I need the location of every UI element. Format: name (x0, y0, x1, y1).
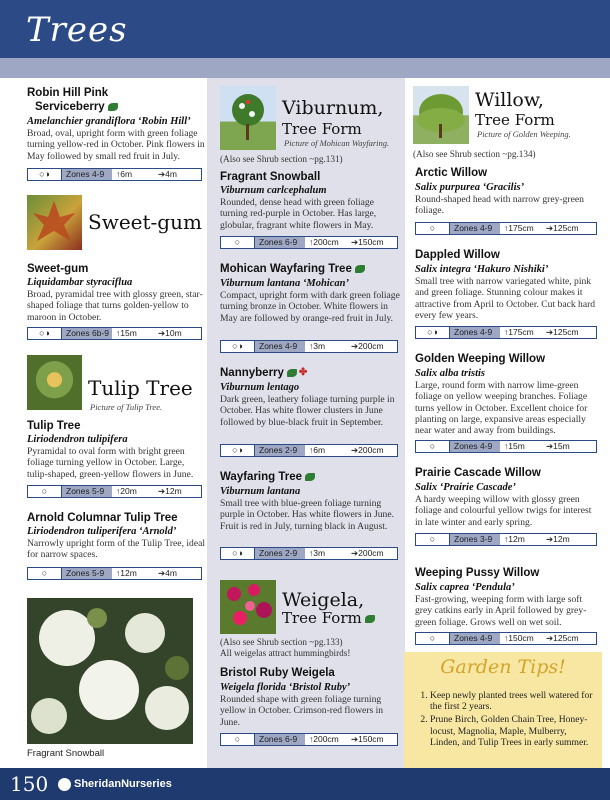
hummingbird-icon (365, 615, 375, 623)
garden-tip-item: 2. Prune Birch, Golden Chain Tree, Honey-locust, Magnolia, Maple, Mulberry, Linden, and Tulip Trees in early summer. (430, 714, 598, 748)
sweetgum-desc: Broad, pyramidal tree with glossy green, star-shaped foliage that turns golden-yellow to maroon in October. (27, 289, 203, 323)
fragrant-snowball-caption: Fragrant Snowball (27, 748, 105, 759)
sun-icon: ○ (28, 568, 62, 579)
zone-label: Zones 4-9 (450, 327, 500, 338)
garden-tips-title: Garden Tips! (440, 656, 566, 678)
arnold-desc: Narrowly upright form of the Tulip Tree, ideal for narrow spaces. (27, 538, 206, 561)
viburnum-note: (Also see Shrub section ~pg.131) (220, 154, 343, 164)
sun-icon: ○ (416, 633, 450, 644)
robin-latin: Amelanchier grandiflora ‘Robin Hill’ (27, 116, 191, 127)
page-title: Trees (26, 10, 128, 50)
nanny-info-bar (220, 444, 398, 457)
mohican-name: Mohican Wayfaring Tree (220, 263, 352, 275)
dappled-name: Dappled Willow (415, 249, 500, 261)
width-label: ➔125cm (546, 633, 579, 643)
prairie-desc: A hardy weeping willow with glossy green foliage and colourful yellow twigs for interest in late winter and early spring. (415, 494, 592, 528)
zone-label: Zones 4-9 (450, 223, 500, 234)
width-label: ➔15m (546, 441, 570, 451)
wayfaring-name-line (220, 470, 315, 484)
zone-label: Zones 4-9 (450, 441, 500, 452)
height-label: ↑200cm (309, 734, 339, 744)
width-label: ➔200cm (351, 548, 384, 558)
arnold-name: Arnold Columnar Tulip Tree (27, 512, 178, 524)
sun-icon: ○ (28, 486, 62, 497)
flowers-image (220, 580, 276, 634)
golden-latin: Salix alba tristis (415, 368, 486, 379)
weigela-note2: All weigelas attract hummingbirds! (220, 648, 351, 658)
dappled-latin: Salix integra ‘Hakuro Nishiki’ (415, 264, 549, 275)
tree-image (220, 86, 276, 150)
sun-icon: ○ (416, 223, 450, 234)
sun-icon: ○◑ (221, 445, 255, 456)
zone-label: Zones 4-9 (62, 169, 112, 180)
weigela-note1: (Also see Shrub section ~pg.133) (220, 637, 343, 647)
tulip-photo (27, 355, 82, 410)
willow-section-title2: Tree Form (475, 111, 555, 129)
brand-name: SheridanNurseries (74, 778, 172, 790)
zone-label: Zones 4-9 (255, 341, 305, 352)
bristol-name: Bristol Ruby Weigela (220, 667, 335, 679)
sun-icon: ○ (416, 534, 450, 545)
golden-info-bar (415, 440, 597, 453)
arnold-info-bar (27, 567, 202, 580)
zone-label: Zones 2-9 (255, 548, 305, 559)
zone-label: Zones 5-9 (62, 486, 112, 497)
height-label: ↑3m (309, 548, 326, 558)
prairie-info-bar (415, 533, 597, 546)
bird-icon (287, 369, 297, 377)
prairie-latin: Salix ‘Prairie Cascade’ (415, 482, 516, 493)
viburnum-section-title1: Viburnum, (282, 97, 384, 119)
sun-icon: ○◑ (416, 327, 450, 338)
zone-label: Zones 3-9 (450, 534, 500, 545)
zone-label: Zones 5-9 (62, 568, 112, 579)
garden-tip-item: 1. Keep newly planted trees well watered for the first 2 years. (430, 690, 598, 712)
pussy-desc: Fast-growing, weeping form with large soft grey catkins early in April followed by grey-green foliage. Grows well on wet soil. (415, 594, 587, 628)
tulip-desc: Pyramidal to oval form with bright green foliage turning yellow in October. Large, tulip-shaped, green-yellow flowers in June. (27, 446, 194, 480)
arnold-latin: Liriodendron tuliperifera ‘Arnold’ (27, 526, 177, 537)
tulip-caption: Picture of Tulip Tree. (90, 402, 163, 412)
brand-name-line (58, 768, 172, 800)
zone-label: Zones 6-9 (255, 237, 305, 248)
garden-tips-list (418, 690, 598, 750)
pussy-info-bar (415, 632, 597, 645)
fragrant-snowball-photo (27, 598, 193, 744)
robin-name-line2 (35, 100, 118, 114)
willow-photo (413, 86, 469, 144)
width-label: ➔4m (158, 169, 177, 179)
sun-icon: ○◑ (28, 169, 62, 180)
willow-note: (Also see Shrub section ~pg.134) (413, 149, 536, 159)
height-label: ↑3m (309, 341, 326, 351)
zone-label: Zones 2-9 (255, 445, 305, 456)
robin-name-line1: Robin Hill Pink (27, 87, 109, 99)
nanny-desc: Dark green, leathery foliage turning purple in October. Has white flower clusters in June followed by blue-black fruit in September. (220, 394, 395, 428)
width-label: ➔200cm (351, 445, 384, 455)
sun-icon: ○ (221, 734, 255, 745)
fragrant-desc: Rounded, dense head with green foliage turning red-purple in October. Has large, globular, fragrant white flowers in May. (220, 197, 377, 231)
robin-desc: Broad, oval, upright form with green foliage turning yellow-red in October. Pink flowers in May followed by small red fruit in July. (27, 128, 205, 162)
width-label: ➔12m (158, 486, 182, 496)
golden-name: Golden Weeping Willow (415, 353, 546, 365)
width-label: ➔150cm (351, 734, 384, 744)
width-label: ➔125cm (546, 327, 579, 337)
sweetgum-section-title: Sweet-gum (88, 210, 202, 234)
height-label: ↑6m (309, 445, 326, 455)
sweetgum-latin: Liquidambar styraciflua (27, 277, 133, 288)
sun-icon: ○ (221, 237, 255, 248)
nanny-latin: Viburnum lentago (220, 382, 300, 393)
sweetgum-info-bar (27, 327, 202, 340)
bristol-latin: Weigela florida ‘Bristol Ruby’ (220, 682, 351, 693)
hummingbird-icon (108, 103, 118, 111)
weigela-section-title2: Tree Form (282, 609, 362, 627)
height-label: ↑175cm (504, 327, 534, 337)
arctic-name: Arctic Willow (415, 167, 488, 179)
bird-icon (305, 473, 315, 481)
leaf-image (27, 195, 82, 250)
bird-icon (355, 265, 365, 273)
width-label: ➔150cm (351, 237, 384, 247)
garden-tips-box (404, 652, 602, 768)
width-label: ➔200cm (351, 341, 384, 351)
nanny-name-line (220, 366, 308, 380)
robin-info-bar (27, 168, 202, 181)
mohican-name-line (220, 262, 365, 276)
fragrant-info-bar (220, 236, 398, 249)
wayfaring-desc: Small tree with blue-green foliage turning purple in October. Has white flowers in June. Fruit is red in July, turning black in August. (220, 498, 394, 532)
height-label: ↑175cm (504, 223, 534, 233)
willow-caption: Picture of Golden Weeping. (477, 129, 571, 139)
viburnum-photo (220, 86, 276, 150)
fragrant-name: Fragrant Snowball (220, 171, 321, 183)
arctic-latin: Salix purpurea ‘Gracilis’ (415, 182, 525, 193)
header-subbar (0, 58, 610, 78)
height-label: ↑200cm (309, 237, 339, 247)
height-label: ↑12m (116, 568, 137, 578)
nanny-name: Nannyberry (220, 367, 284, 379)
height-label: ↑15m (504, 441, 525, 451)
weigela-photo (220, 580, 276, 634)
pussy-latin: Salix caprea ‘Pendula’ (415, 582, 515, 593)
mohican-latin: Viburnum lantana ‘Mohican’ (220, 278, 349, 289)
width-label: ➔4m (158, 568, 177, 578)
mohican-desc: Compact, upright form with dark green foliage turning bronze in October. White flowers in May are followed by orange-red fruit in July. (220, 290, 400, 324)
prairie-name: Prairie Cascade Willow (415, 467, 541, 479)
width-label: ➔125cm (546, 223, 579, 233)
height-label: ↑6m (116, 169, 133, 179)
willow-section-title1: Willow, (475, 89, 544, 111)
pussy-name: Weeping Pussy Willow (415, 567, 540, 579)
willow-image (413, 86, 469, 144)
golden-desc: Large, round form with narrow lime-green foliage on yellow weeping branches. Foliage turns yellow in October. Excellent choice for planting on large, expansive areas especially near water and away from buildings. (415, 380, 588, 437)
maple-leaf-icon: ✤ (298, 367, 308, 379)
wayfaring-name: Wayfaring Tree (220, 471, 303, 483)
page-number: 150 (10, 772, 49, 796)
dappled-desc: Small tree with narrow variegated white, pink and green foliage. Stunning colour makes it attractive from April to October. Cut back hard every few years. (415, 276, 596, 321)
viburnum-section-title2: Tree Form (282, 120, 362, 138)
robin-name-text: Serviceberry (35, 101, 105, 113)
sweetgum-name: Sweet-gum (27, 263, 89, 275)
snowball-image (27, 598, 193, 744)
width-label: ➔10m (158, 328, 182, 338)
height-label: ↑12m (504, 534, 525, 544)
tulip-info-bar (27, 485, 202, 498)
bristol-desc: Rounded shape with green foliage turning yellow in October. Crimson-red flowers in June. (220, 694, 384, 728)
height-label: ↑20m (116, 486, 137, 496)
sheridan-logo-icon (58, 778, 71, 791)
tulip-latin: Liriodendron tulipifera (27, 434, 128, 445)
zone-label: Zones 6b-9 (62, 328, 112, 339)
mohican-info-bar (220, 340, 398, 353)
sun-icon: ○◑ (221, 341, 255, 352)
sun-icon: ○◑ (28, 328, 62, 339)
sun-icon: ○◑ (221, 548, 255, 559)
weigela-section-title1: Weigela, (282, 589, 365, 611)
width-label: ➔12m (546, 534, 570, 544)
dappled-info-bar (415, 326, 597, 339)
weigela-section-title2-line (282, 610, 375, 627)
sweetgum-photo (27, 195, 82, 250)
page-header (0, 0, 610, 58)
viburnum-caption: Picture of Mohican Wayfaring. (284, 138, 390, 148)
bristol-info-bar (220, 733, 398, 746)
zone-label: Zones 6-9 (255, 734, 305, 745)
wayfaring-info-bar (220, 547, 398, 560)
zone-label: Zones 4-9 (450, 633, 500, 644)
wayfaring-latin: Viburnum lantana (220, 486, 301, 497)
height-label: ↑15m (116, 328, 137, 338)
arctic-desc: Round-shaped head with narrow grey-green foliage. (415, 194, 584, 217)
height-label: ↑150cm (504, 633, 534, 643)
tulip-name: Tulip Tree (27, 420, 81, 432)
tulip-section-title: Tulip Tree (88, 376, 193, 400)
arctic-info-bar (415, 222, 597, 235)
fragrant-latin: Viburnum carlcephalum (220, 185, 327, 196)
sun-icon: ○ (416, 441, 450, 452)
